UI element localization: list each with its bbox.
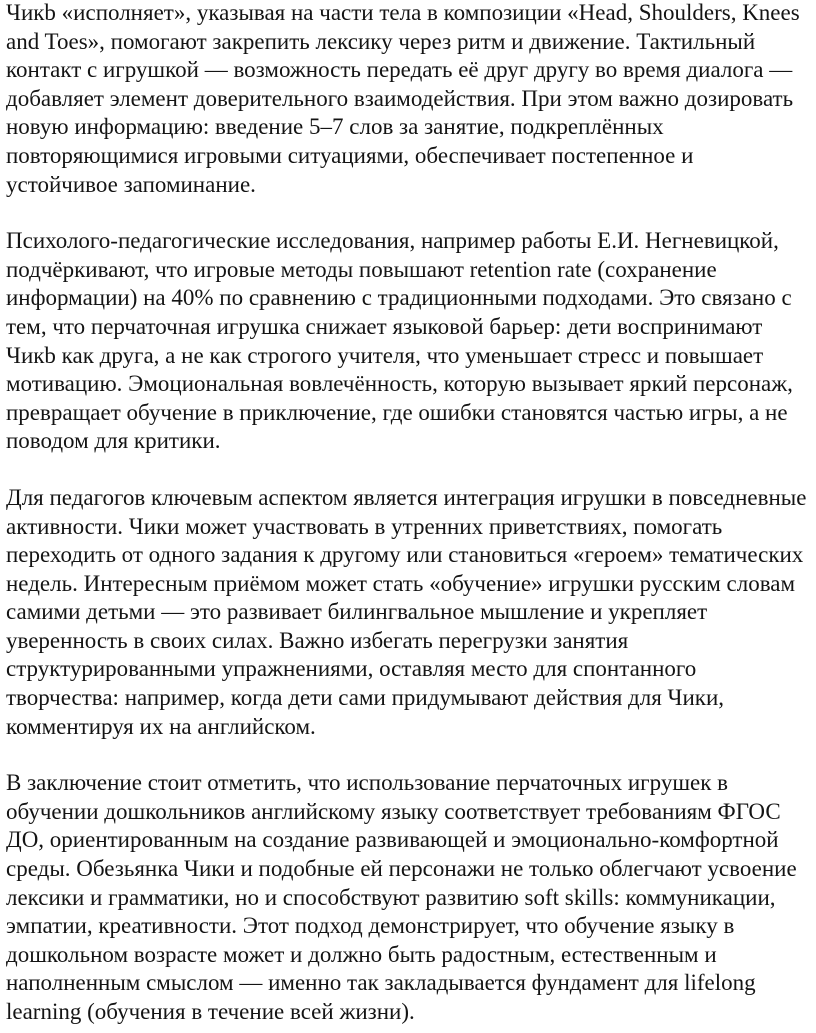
paragraph-3: Для педагогов ключевым аспектом является интеграция игрушки в повседневные активности. Чики может участвовать в утренних приветствиях, помогать переходить от одного задания к другому или становиться «героем» тематических недель. Интересным приёмом может стать «обучение» игрушки русским словам самими детьми — это развивает билингвальное мышление и укрепляет уверенность в своих силах. Важно избегать перегрузки занятия структурированными упражнениями, оставляя место для спонтанного творчества: например, когда дети сами придумывают действия для Чики, комментируя их на английском. xyxy=(6,484,807,739)
paragraph-2: Психолого-педагогические исследования, например работы Е.И. Негневицкой, подчёркивают, что игровые методы повышают retention rate (сохранение информации) на 40% по сравнению с традиционными подходами. Это связано с тем, что перчаточная игрушка снижает языковой барьер: дети воспринимают Чикb как друга, а не как строгого учителя, что уменьшает стресс и повышает мотивацию. Эмоциональная вовлечённость, которую вызывает яркий персонаж, превращает обучение в приключение, где ошибки становятся частью игры, а не поводом для критики. xyxy=(6,228,793,454)
paragraph-4: В заключение стоит отметить, что использование перчаточных игрушек в обучении дошкольников английскому языку соответствует требованиям ФГОС ДО, ориентированным на создание развивающей и эмоционально-комфортной среды. Обезьянка Чики и подобные ей персонажи не только облегчают усвоение лексики и грамматики, но и способствуют развитию soft skills: коммуникации, эмпатии, креативности. Этот подход демонстрирует, что обучение языку в дошкольном возрасте может и должно быть радостным, естественным и наполненным смыслом — именно так закладывается фундамент для lifelong learning (обучения в течение всей жизни). xyxy=(6,770,797,1024)
paragraph-1: Чикb «исполняет», указывая на части тела в композиции «Head, Shoulders, Knees and Toes», помогают закрепить лексику через ритм и движение. Тактильный контакт с игрушкой — возможность передать её друг другу во время диалога — добавляет элемент доверительного взаимодействия. При этом важно дозировать новую информацию: введение 5–7 слов за занятие, подкреплённых повторяющимися игровыми ситуациями, обеспечивает постепенное и устойчивое запоминание. xyxy=(6,0,800,197)
